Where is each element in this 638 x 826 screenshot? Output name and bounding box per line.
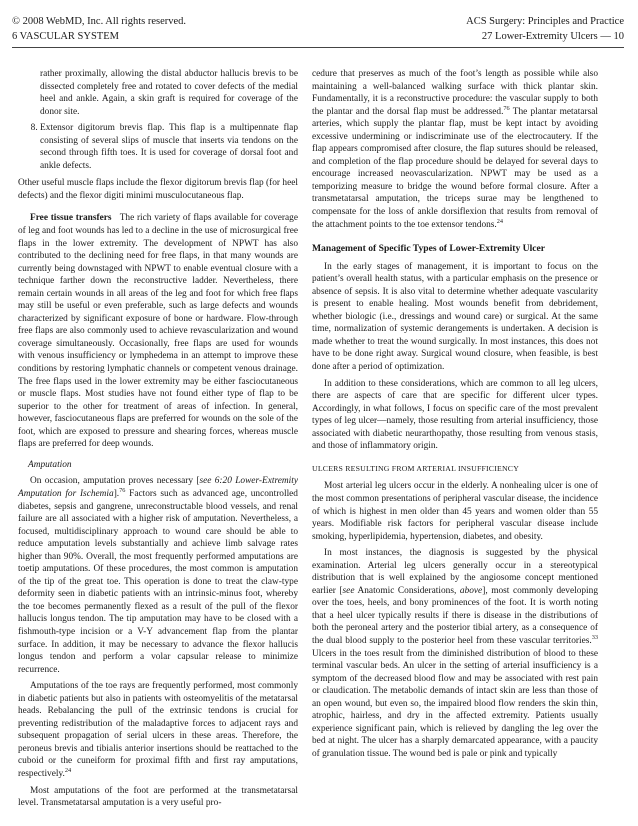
subsection-heading: ULCERS RESULTING FROM ARTERIAL INSUFFICIENCY — [312, 463, 520, 473]
paragraph — [18, 212, 298, 450]
paragraph-text: The rich variety of flaps available for coverage of leg and foot wounds has led to a decline in the use of microsurgical free flaps in the lower extremity. The development of NPWT has also contributed to the declining need for free flaps, in that many wounds are currently being downstaged with NPWT to enable eventual closure with a technique farther down the reconstructive ladder. Nevertheless, there remain certain wounds in all areas of the leg and foot for which free flaps may still be useful or even preferable, such as large defects and wounds characterized by significant exposure of bone or hardware. Flow-through free flaps are also commonly used to achieve revascularization and wound coverage simultaneously. Occasionally, free flaps are used for wounds with venous insufficiency or lymphedema in an attempt to improve these conditions by restoring lymphatic channels or competent venous drainage. The free flaps used in the lower extremity may be either fasciocutaneous or muscle flaps. Most studies have not found either type of flap to be superior to the other for treatment of areas of infection. In general, however, fasciocutaneous flaps are preferred for wounds on the sole of the foot, which are exposed to pressure and shearing forces, whereas muscle flaps are preferred for deep wounds. — [18, 213, 298, 450]
cross-reference: above — [459, 585, 483, 596]
paragraph-text: Amputations of the toe rays are frequently performed, most commonly in diabetic patients but also in patients with osteomyelitis of the metatarsal heads. Rebalancing the pull of the extrinsic tendons is crucial for preventing redistribution of the maladaptive forces to adjacent rays and subsequent propagation of serial ulcers in these areas. Therefore, the peroneus brevis and tibialis anterior insertions should be reattached to the cuboid or the cuneiform for proximal fifth and first ray amputations, respectively. — [18, 681, 298, 779]
book-title-line: ACS Surgery: Principles and Practice — [466, 16, 624, 27]
paragraph-text: Ulcers in the toes result from the diminished distribution of blood to these terminal vascular beds. An ulcer in the setting of arterial insufficiency is a symptom of the decreased blood flow and may be associated with rest pain or claudication. The metabolic demands of intact skin are less than those of an open wound, but even so, the impaired blood flow renders the skin thin, atrophic, hairless, and dry in the affected extremity. Patients usually experience significant pain, which is relieved by dangling the leg over the bed at night. The ulcer has a sharply demarcated appearance, with a paucity of granulation tissue. The wound bed is pale or pink and typically — [312, 648, 598, 759]
paragraph: In the early stages of management, it is important to focus on the patient’s overall health status, with a particular emphasis on the presence or absence of sepsis. It is also vital to determine whether adequate vascularity is present to enable healing. Most wounds benefit from debridement, whether biologic (i.e., dressings and wound care) or surgical. At the same time, normalization of systemic derangements is undertaken. A decision is made whether to treat the wound surgically. In most instances, this does not have to be done right away. Surgical wound closure, when feasible, is best done after a period of optimization. — [312, 261, 598, 373]
header-rule — [12, 47, 624, 48]
citation-ref: 76 — [119, 486, 126, 494]
page-header — [12, 14, 624, 48]
citation-ref: 24 — [64, 766, 72, 774]
paragraph: Most arterial leg ulcers occur in the elderly. A nonhealing ulcer is one of the most common presentations of peripheral vascular disease, the incidence of which is highest in men older than 45 years and women older than 55 years. Modifiable risk factors for peripheral vascular disease include smoking, hyperlipidemia, hypertension, diabetes, and obesity. — [312, 481, 598, 542]
run-in-heading: Free tissue transfers — [30, 213, 112, 224]
paragraph-text: ]. — [113, 488, 120, 499]
section-heading: Management of Specific Types of Lower-Extremity Ulcer — [312, 243, 546, 255]
paragraph — [312, 547, 598, 760]
citation-ref: 24 — [496, 217, 504, 225]
cross-reference: see 6:20 Lower-Extremity Amputation for Ischemia — [18, 476, 298, 499]
paragraph: In addition to these considerations, which are common to all leg ulcers, there are aspects of care that are specific for different ulcer types. Accordingly, in what follows, I focus on specific care of the most prevalent types of leg ulcer—namely, those resulting from arterial insufficiency, those associated with diabetic neurarthopathy, those resulting from venous stasis, and those of inflammatory origin. — [312, 378, 598, 452]
paragraph-text: The plantar metatarsal arteries, which supply the plantar flap, must be kept intact by avoiding excessive undermining or indiscriminate use of the electrocautery. If the flap appears compromised after closure, the flap sutures should be released, and completion of the flap procedure should be delayed for several days to encourage increased neovascularization. NPWT may be used as a temporizing measure to bridge the wound before formal closure. After a transmetatarsal amputation, the triceps surae may be lengthened to compensate for the loss of ankle dorsiflexion that results from removal of the attachment points to the toe extensor tendons. — [312, 106, 598, 230]
citation-ref: 76 — [503, 104, 510, 112]
paragraph-text: On occasion, amputation proves necessary [ — [30, 476, 200, 487]
citation-ref: 33 — [591, 633, 598, 641]
left-column — [18, 68, 298, 814]
paragraph-text: cedure that preserves as much of the foot’s length as possible while also maintaining a well-balanced walking surface with thick plantar skin. Fundamentally, it is a reconstructive procedure: the vascular supply to both the plantar and the dorsal flap must be addressed. — [312, 69, 598, 117]
paragraph — [18, 475, 298, 676]
paragraph-text: Factors such as advanced age, uncontrolled diabetes, sepsis and gangrene, unreconstructable blood vessels, and renal failure are all associated with a higher risk of amputation. Nevertheless, a focused, multidisciplinary approach to wound care should be able to reduce amputation levels substantially and achieve limb salvage rates higher than 90%. Overall, the most frequently performed amputations are toetip amputations. Of these procedures, the most common is amputation of the tip of the great toe. This operation is done to treat the claw-type deformity seen in diabetic patients with an intrinsic-minus foot, whereby the toe becomes permanently flexed as a result of the pull of the flexor hallucis longus tendon. The tip amputation may have to be closed with a fishmouth-type incision or a V-Y advancement flap from the plantar surface. In addition, it may be necessary to advance the flexor hallucis longus tendon and perform a volar capsular release to minimize recurrence. — [18, 488, 298, 675]
paragraph: Most amputations of the foot are performed at the transmetatarsal level. Transmetatarsal amputation is a very useful pro- — [18, 785, 298, 809]
paragraph-text: In most instances, the diagnosis is suggested by the physical examination. Arterial leg ulcers generally occur in a stereotypical distribution that is well explained by the angiosome concept mentioned earlier [ — [312, 548, 598, 596]
right-column — [312, 68, 598, 764]
paragraph: Other useful muscle flaps include the flexor digitorum brevis flap (for heel defects) and the flexor digiti minimi musculocutaneous flap. — [18, 178, 298, 201]
paragraph — [312, 68, 598, 231]
paragraph-text: ], most commonly developing over the toes, heels, and bony prominences of the foot. It is worth noting that a heel ulcer typically results if there is disease in the distributions of both the peroneal artery and the posterior tibial artery, as a consequence of the dual blood supply to the posterior heel from these vascular territories. — [312, 585, 598, 646]
paragraph-text: Anatomic Considerations, — [354, 585, 460, 596]
cross-reference: see — [342, 585, 355, 596]
flap-list — [18, 122, 298, 172]
header-left — [12, 14, 186, 44]
section-line: 6 VASCULAR SYSTEM — [12, 31, 119, 42]
header-right — [466, 14, 624, 44]
subheading: Amputation — [28, 459, 72, 470]
list-item: 8. Extensor digitorum brevis flap. This flap is a multipennate flap consisting of several slips of muscle that inserts via tendons on the second through fifth toes. It is used for coverage of dorsal foot and ankle defects. — [40, 122, 298, 172]
chapter-line: 27 Lower-Extremity Ulcers — 10 — [481, 31, 624, 42]
paragraph — [18, 680, 298, 780]
copyright-line: © 2008 WebMD, Inc. All rights reserved. — [12, 16, 187, 27]
list-continuation: rather proximally, allowing the distal abductor hallucis brevis to be dissected completely free and rotated to cover defects of the medial heel and ankle. Again, a skin graft is required for coverage of the donor site. — [40, 69, 298, 117]
